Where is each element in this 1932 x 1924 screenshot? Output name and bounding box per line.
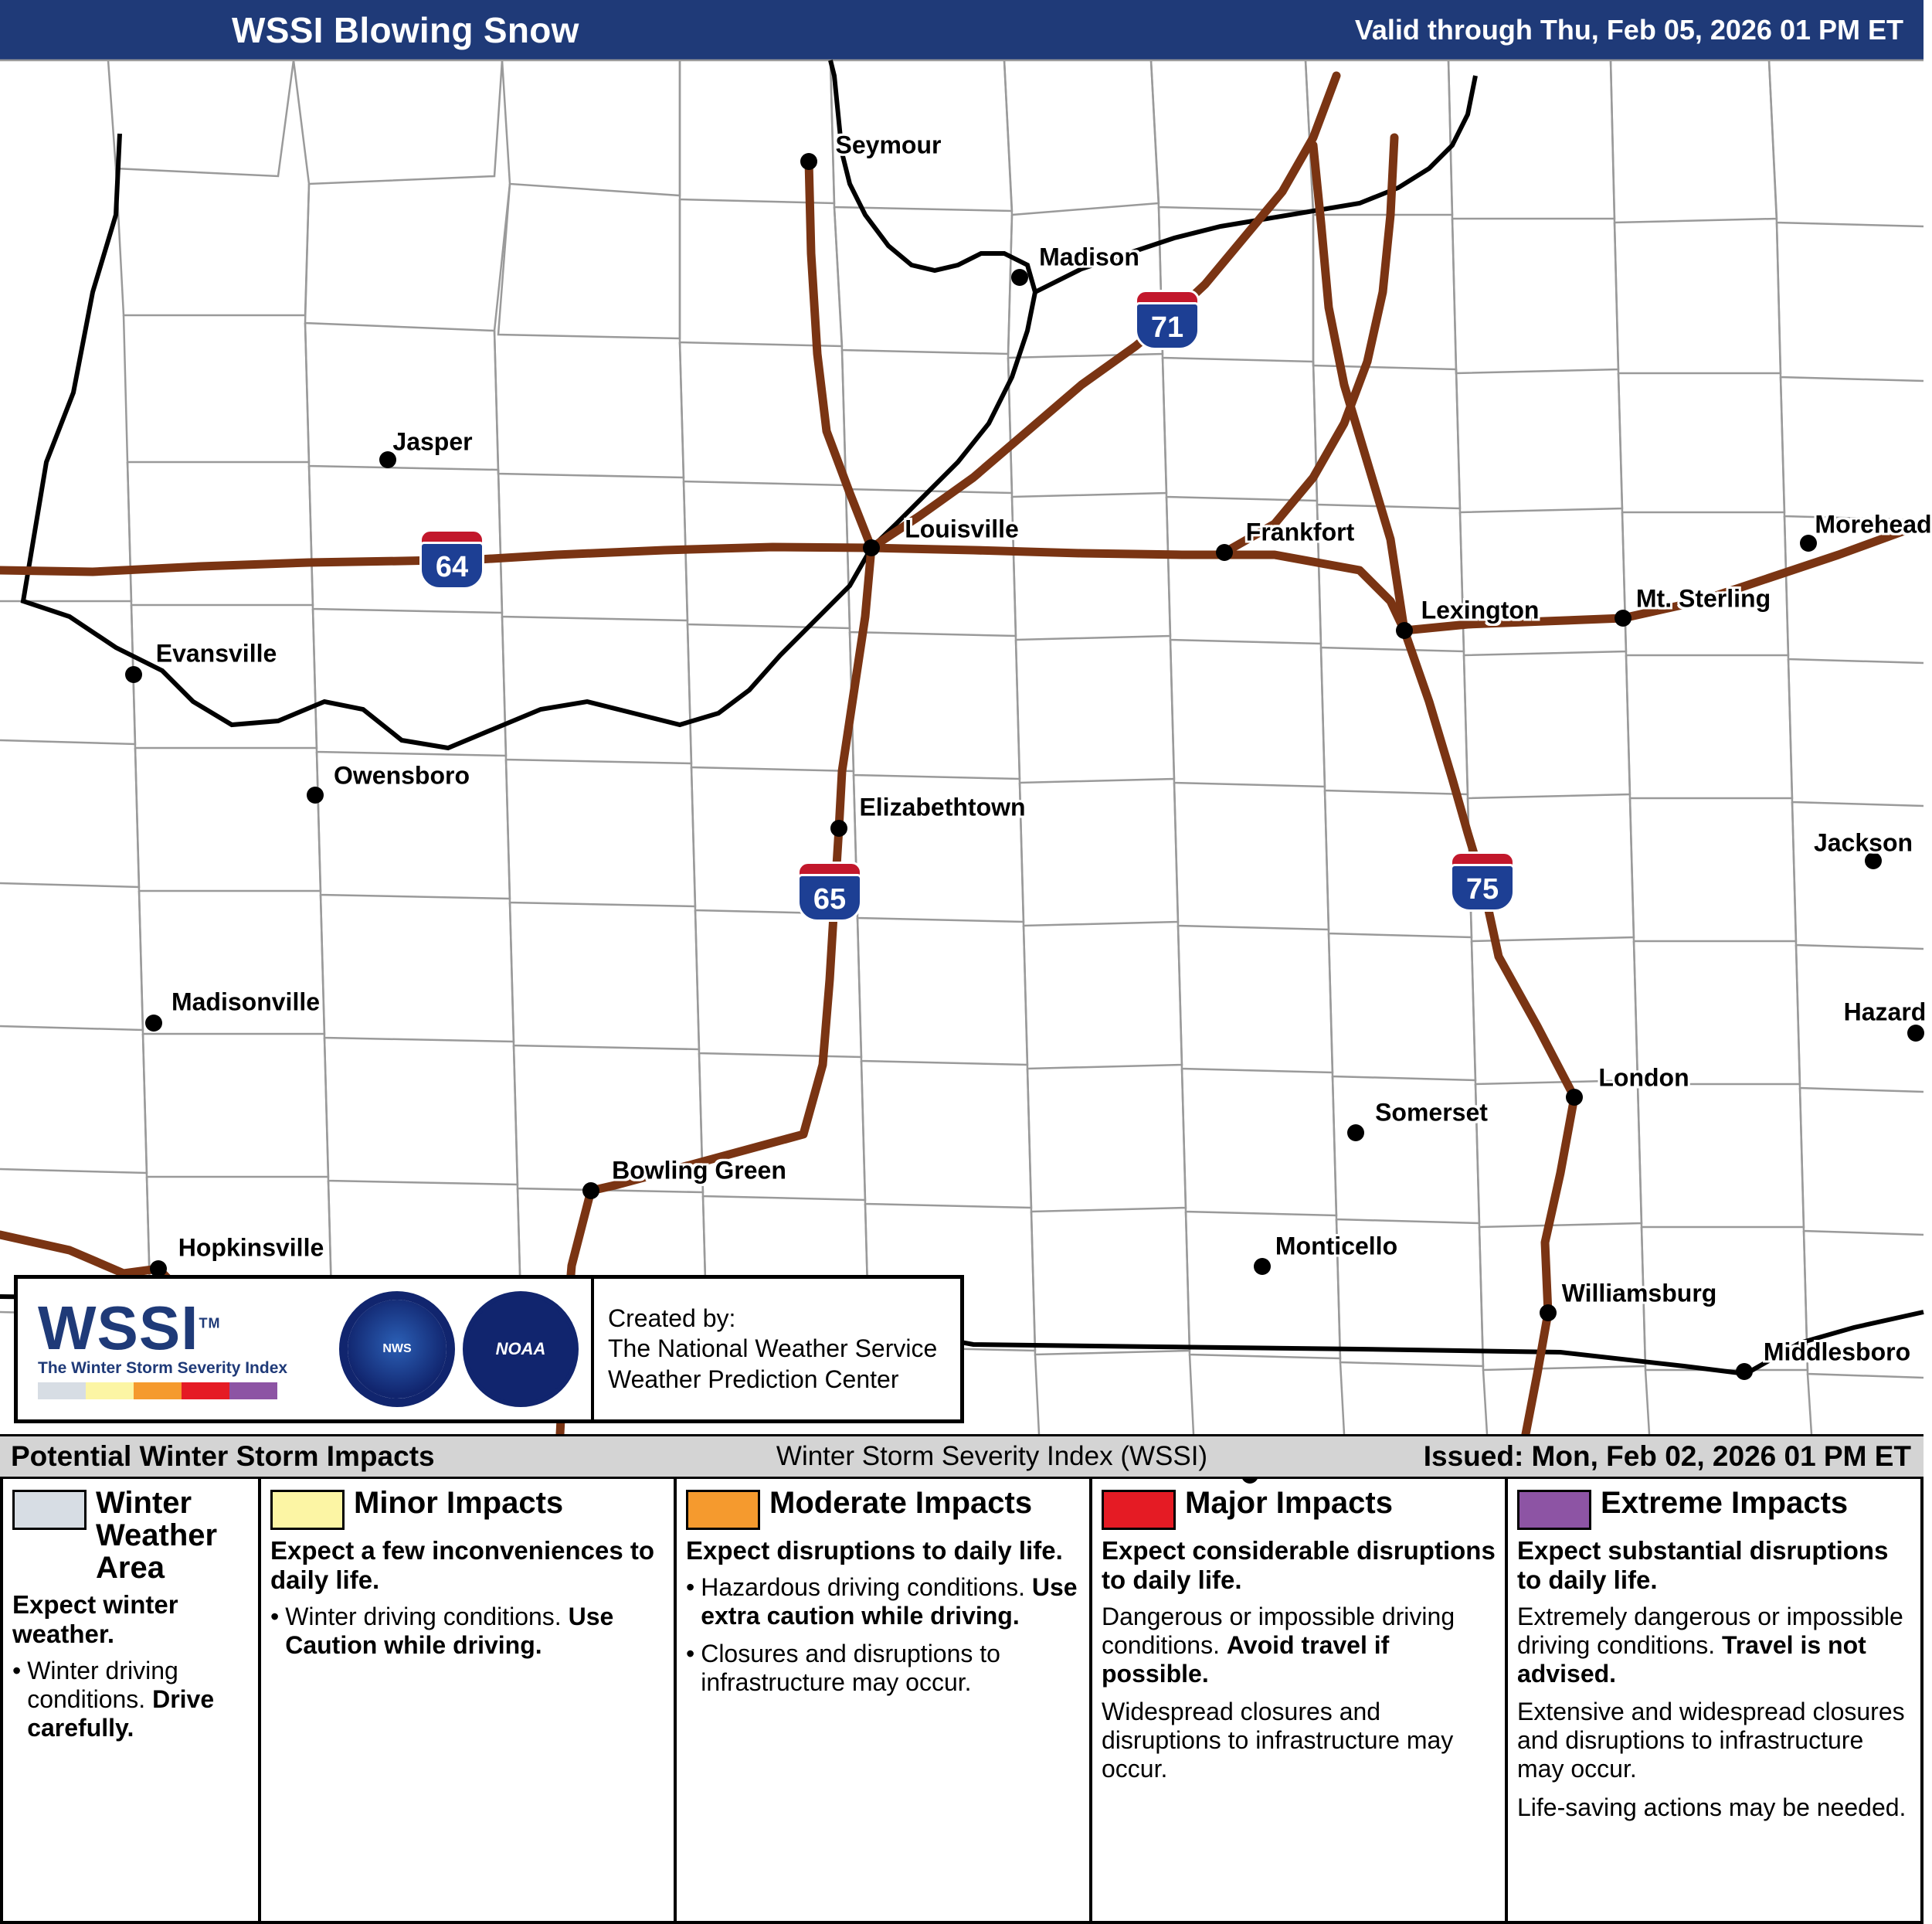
legend-item-text: Winter driving conditions. bbox=[285, 1602, 569, 1630]
city-label: Seymour bbox=[835, 131, 942, 159]
legend-item-text: Life-saving actions may be needed. bbox=[1517, 1793, 1907, 1821]
legend-body bbox=[686, 1573, 1080, 1697]
legend-header bbox=[270, 1487, 664, 1530]
city-dot bbox=[1396, 622, 1413, 639]
city-label: Morehead bbox=[1815, 510, 1932, 539]
created-by-line-3: Weather Prediction Center bbox=[608, 1365, 899, 1393]
city-label: Jasper bbox=[392, 427, 473, 456]
noaa-seal-inner: NOAA bbox=[467, 1296, 574, 1402]
legend-swatch-moderate bbox=[686, 1490, 760, 1530]
legend-header bbox=[686, 1487, 1080, 1530]
city-dot bbox=[125, 666, 142, 683]
city-dot bbox=[307, 787, 324, 804]
interstate-shield-64 bbox=[419, 529, 484, 590]
legend-item-bold: Drive carefully. bbox=[27, 1684, 215, 1742]
legend-lead: Expect disruptions to daily life. bbox=[686, 1536, 1063, 1565]
legend-item-text: Extremely dangerous or impossible driving conditions. bbox=[1517, 1602, 1903, 1659]
legend-column-major-impacts bbox=[1092, 1479, 1508, 1924]
city-label: Frankfort bbox=[1245, 518, 1355, 546]
city-dot bbox=[800, 153, 817, 170]
shield-number: 65 bbox=[797, 874, 862, 922]
wssi-logo-box bbox=[14, 1275, 964, 1423]
strip-swatch-extreme bbox=[229, 1382, 277, 1399]
subbar-issued-text: Issued: Mon, Feb 02, 2026 01 PM ET bbox=[1423, 1440, 1911, 1472]
interstate-shield-65 bbox=[797, 862, 862, 922]
legend-title: Extreme Impacts bbox=[1601, 1486, 1849, 1520]
created-by-line-1: Created by: bbox=[608, 1304, 736, 1333]
interstate-shield-75 bbox=[1450, 852, 1515, 912]
nws-seal-icon bbox=[339, 1291, 455, 1407]
interstate-shield-71 bbox=[1135, 290, 1200, 350]
legend-item bbox=[1102, 1603, 1496, 1688]
legend-swatch-minor bbox=[270, 1490, 345, 1530]
legend-item-text: Closures and disruptions to infrastructure may occur. bbox=[701, 1640, 1000, 1697]
city-label: Louisville bbox=[905, 515, 1019, 543]
city-dot bbox=[830, 820, 847, 837]
city-label: Williamsburg bbox=[1561, 1279, 1717, 1307]
city-label: Middlesboro bbox=[1763, 1338, 1911, 1366]
strip-swatch-moderate bbox=[134, 1382, 182, 1399]
legend-item bbox=[686, 1640, 1080, 1697]
legend-item-text: Hazardous driving conditions. bbox=[701, 1572, 1032, 1601]
bullet-icon: • bbox=[686, 1572, 695, 1601]
legend-title: Winter Weather Area bbox=[96, 1486, 218, 1585]
legend-lead: Expect substantial disruptions to daily life. bbox=[1517, 1536, 1889, 1594]
legend-title: Major Impacts bbox=[1185, 1486, 1393, 1520]
subbar-product-name: Winter Storm Severity Index (WSSI) bbox=[776, 1441, 1208, 1471]
legend-item bbox=[1517, 1793, 1911, 1822]
wssi-tagline: The Winter Storm Severity Index bbox=[38, 1359, 288, 1377]
wssi-color-strip bbox=[38, 1382, 327, 1399]
legend-lead: Expect a few inconveniences to daily life. bbox=[270, 1536, 654, 1594]
legend-body bbox=[1517, 1603, 1911, 1822]
legend-item bbox=[1517, 1603, 1911, 1688]
city-label: Elizabethtown bbox=[859, 793, 1026, 821]
city-label: Mt. Sterling bbox=[1635, 584, 1771, 613]
shield-number: 71 bbox=[1135, 302, 1200, 350]
strip-swatch-winter bbox=[38, 1382, 86, 1399]
valid-through-text: Valid through Thu, Feb 05, 2026 01 PM ET bbox=[1354, 14, 1903, 46]
legend-header bbox=[1102, 1487, 1496, 1530]
legend-column-winter-weather-area bbox=[0, 1479, 261, 1924]
city-label: Bowling Green bbox=[612, 1156, 786, 1185]
legend-title: Moderate Impacts bbox=[769, 1486, 1033, 1520]
shield-number: 75 bbox=[1450, 864, 1515, 912]
strip-swatch-major bbox=[182, 1382, 229, 1399]
bullet-icon: • bbox=[12, 1656, 22, 1684]
legend-column-moderate-impacts bbox=[677, 1479, 1092, 1924]
city-dot bbox=[1540, 1304, 1557, 1321]
city-dot bbox=[1566, 1089, 1583, 1106]
created-by-line-2: The National Weather Service bbox=[608, 1334, 938, 1363]
map-canvas[interactable] bbox=[0, 60, 1932, 1434]
city-dot bbox=[145, 1015, 162, 1032]
legend-lead: Expect winter weather. bbox=[12, 1590, 178, 1648]
legend-item-text: Dangerous or impossible driving conditions. bbox=[1102, 1602, 1455, 1659]
city-label: Madison bbox=[1039, 243, 1139, 271]
noaa-seal-icon bbox=[463, 1291, 579, 1407]
legend-swatch-major bbox=[1102, 1490, 1176, 1530]
legend-body bbox=[12, 1657, 249, 1742]
legend-item-text: Winter driving conditions. bbox=[27, 1656, 178, 1713]
page-title: WSSI Blowing Snow bbox=[232, 10, 579, 50]
legend-item bbox=[12, 1657, 249, 1742]
city-label: Evansville bbox=[155, 639, 277, 668]
city-label: London bbox=[1598, 1063, 1689, 1092]
city-label: Madisonville bbox=[171, 987, 321, 1016]
city-dot bbox=[1347, 1124, 1364, 1141]
city-label: Jackson bbox=[1813, 828, 1913, 857]
city-label: Lexington bbox=[1421, 596, 1540, 624]
legend-item-text: Extensive and widespread closures and disruptions to infrastructure may occur. bbox=[1517, 1698, 1905, 1783]
wssi-wordmark bbox=[38, 1293, 327, 1362]
legend-column-extreme-impacts bbox=[1508, 1479, 1924, 1924]
city-label: Somerset bbox=[1375, 1098, 1488, 1127]
shield-number: 64 bbox=[419, 542, 484, 590]
legend-swatch-extreme bbox=[1517, 1490, 1591, 1530]
wssi-wordmark-text: WSSI bbox=[38, 1293, 199, 1362]
legend-item-bold: Use extra caution while driving. bbox=[701, 1572, 1078, 1630]
legend-item bbox=[270, 1603, 664, 1660]
legend-item-text: Widespread closures and disruptions to infrastructure may occur. bbox=[1102, 1698, 1454, 1783]
city-dot bbox=[1216, 544, 1233, 561]
trademark-mark: TM bbox=[199, 1315, 221, 1331]
legend-item-bold: Use Caution while driving. bbox=[285, 1602, 614, 1659]
city-dot bbox=[1011, 269, 1028, 286]
legend-column-minor-impacts bbox=[261, 1479, 677, 1924]
city-dot bbox=[1907, 1025, 1924, 1042]
created-by-block bbox=[591, 1279, 937, 1419]
city-dot bbox=[582, 1182, 599, 1199]
legend-title: Minor Impacts bbox=[354, 1486, 564, 1520]
legend-item bbox=[1517, 1698, 1911, 1783]
legend-header bbox=[12, 1487, 249, 1584]
impact-legend bbox=[0, 1479, 1924, 1924]
legend-item-bold: Avoid travel if possible. bbox=[1102, 1630, 1390, 1688]
legend-body bbox=[270, 1603, 664, 1660]
city-dot bbox=[863, 539, 880, 556]
city-label: Hazard bbox=[1843, 998, 1927, 1026]
impacts-subbar bbox=[0, 1434, 1924, 1479]
wssi-wordmark-block bbox=[18, 1293, 327, 1399]
city-label: Owensboro bbox=[333, 761, 470, 790]
legend-body bbox=[1102, 1603, 1496, 1784]
legend-item bbox=[1102, 1698, 1496, 1783]
bullet-icon: • bbox=[686, 1640, 695, 1668]
legend-item-bold: Travel is not advised. bbox=[1517, 1630, 1866, 1688]
city-dot bbox=[1615, 610, 1632, 627]
legend-swatch-winter bbox=[12, 1490, 87, 1530]
agency-seals bbox=[327, 1291, 591, 1407]
city-label: Monticello bbox=[1275, 1232, 1398, 1260]
city-dot bbox=[1254, 1258, 1271, 1275]
legend-lead: Expect considerable disruptions to daily life. bbox=[1102, 1536, 1496, 1594]
map-geometry bbox=[0, 60, 1924, 1434]
header-bar bbox=[0, 0, 1924, 60]
nws-seal-inner: NWS bbox=[348, 1300, 446, 1399]
subbar-left-label: Potential Winter Storm Impacts bbox=[11, 1440, 435, 1472]
legend-item bbox=[686, 1573, 1080, 1630]
bullet-icon: • bbox=[270, 1602, 280, 1630]
city-dot bbox=[1736, 1363, 1753, 1380]
legend-header bbox=[1517, 1487, 1911, 1530]
strip-swatch-minor bbox=[86, 1382, 134, 1399]
city-label: Hopkinsville bbox=[178, 1233, 324, 1262]
